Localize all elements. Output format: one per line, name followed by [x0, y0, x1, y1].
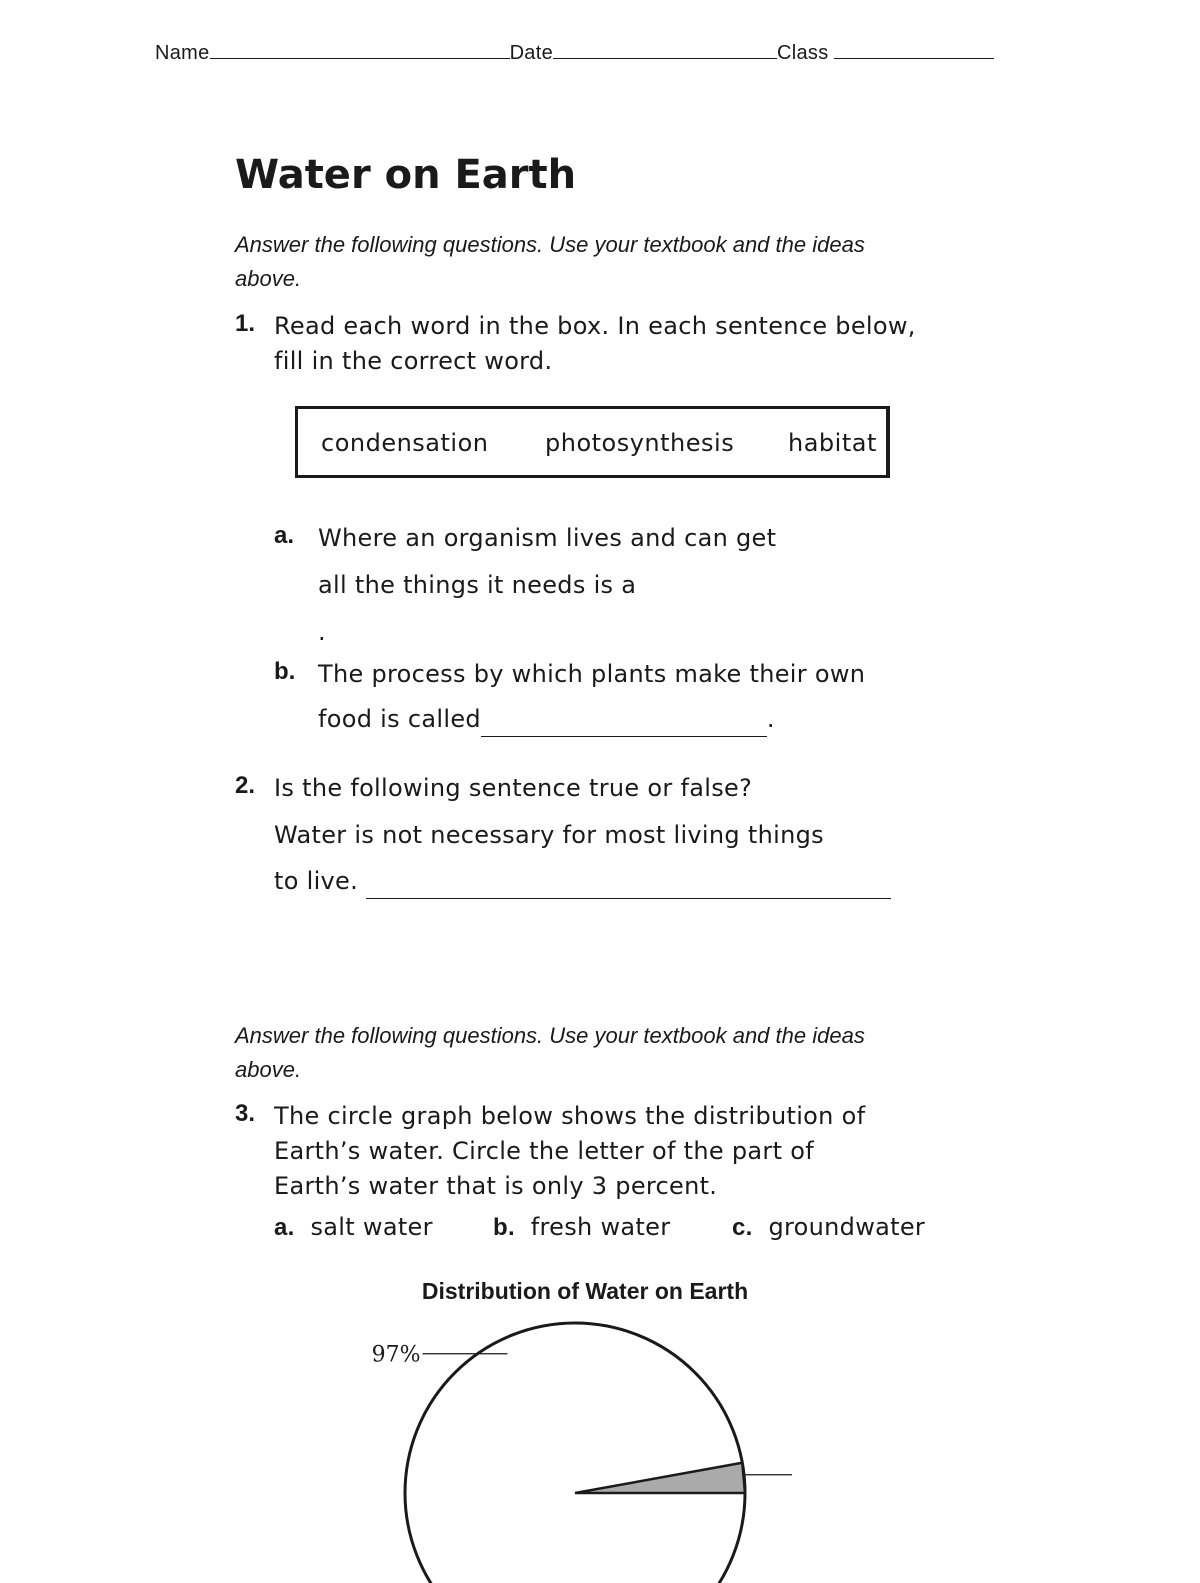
- q3-number: 3.: [235, 1100, 256, 1127]
- q1b-period: .: [766, 705, 775, 733]
- q1-text: Read each word in the box. In each sentence below, fill in the correct word.: [274, 312, 916, 375]
- q1b-letter: b.: [274, 658, 296, 685]
- option-text: groundwater: [768, 1213, 926, 1241]
- section2-instructions: Answer the following questions. Use your textbook and the ideas above.: [235, 1023, 865, 1082]
- q1b-line2-text: food is called: [318, 705, 481, 733]
- q3-line1: The circle graph below shows the distribution of: [274, 1102, 866, 1130]
- q1-number: 1.: [235, 310, 256, 337]
- option-letter: a.: [274, 1214, 295, 1241]
- q3-line2: Earth’s water. Circle the letter of the part of: [274, 1137, 814, 1165]
- option-letter: c.: [732, 1214, 753, 1241]
- q3-option-c[interactable]: [732, 1210, 925, 1245]
- worksheet-title: Water on Earth: [235, 152, 577, 198]
- q2-line2: Water is not necessary for most living things: [274, 821, 824, 849]
- q2-line3-text: to live.: [274, 867, 359, 895]
- pie-slice-large: [405, 1323, 745, 1583]
- header-row: [155, 42, 994, 65]
- date-field-line[interactable]: [553, 58, 777, 59]
- date-label: Date: [509, 42, 554, 64]
- q3-line3: Earth’s water that is only 3 percent.: [274, 1172, 718, 1200]
- name-label: Name: [155, 42, 210, 64]
- q1a-line3: .: [318, 618, 326, 646]
- q2-answer-line[interactable]: [366, 872, 891, 899]
- pie-chart: [330, 1300, 830, 1583]
- q1a-line1: Where an organism lives and can get: [318, 524, 777, 552]
- q1b-line2: [318, 702, 775, 737]
- q1b-line1: The process by which plants make their own: [318, 660, 866, 688]
- option-letter: b.: [493, 1214, 515, 1241]
- option-text: salt water: [310, 1213, 433, 1241]
- word-box-word: photosynthesis: [545, 429, 735, 457]
- q2-line3: [274, 864, 891, 899]
- name-field-line[interactable]: [210, 58, 510, 59]
- q2-line1: Is the following sentence true or false?: [274, 774, 753, 802]
- chart-title: Distribution of Water on Earth: [421, 1278, 749, 1304]
- class-label: Class: [777, 42, 829, 64]
- word-box: [295, 406, 890, 478]
- q2-number: 2.: [235, 772, 256, 799]
- option-text: fresh water: [530, 1213, 671, 1241]
- word-box-word: condensation: [321, 429, 489, 457]
- pie-data-label-large: 97%: [371, 1342, 421, 1368]
- word-box-word: habitat: [788, 429, 877, 457]
- q1a-line2: all the things it needs is a: [318, 571, 637, 599]
- class-field-line[interactable]: [834, 58, 994, 59]
- q3-option-a[interactable]: [274, 1210, 433, 1245]
- q1a-letter: a.: [274, 522, 295, 549]
- q1b-answer-line[interactable]: [481, 710, 767, 737]
- q3-option-b[interactable]: [493, 1210, 670, 1245]
- section1-instructions: Answer the following questions. Use your textbook and the ideas above.: [235, 232, 865, 291]
